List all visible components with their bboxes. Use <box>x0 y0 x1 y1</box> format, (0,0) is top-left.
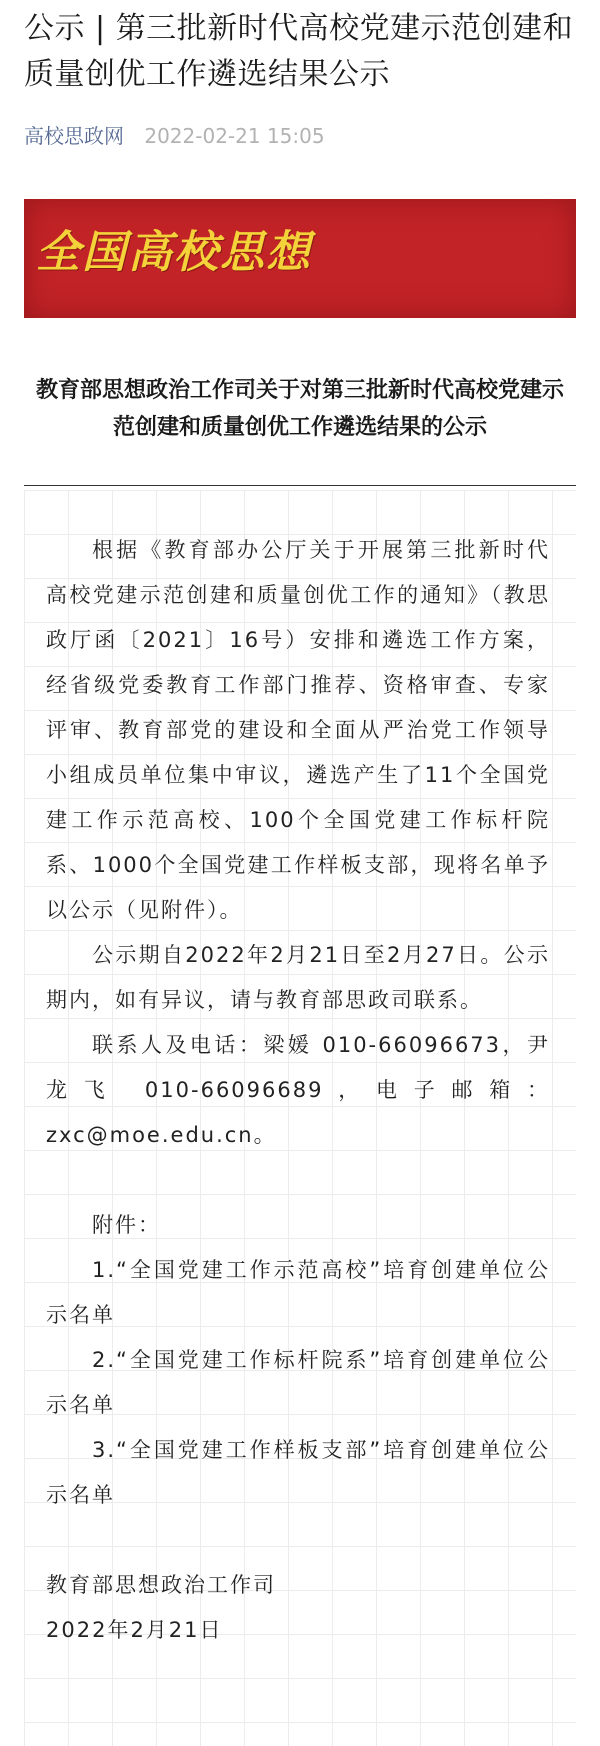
document-body <box>46 528 550 1653</box>
publish-time: 2022-02-21 15:05 <box>144 124 325 148</box>
signature-date: 2022年2月21日 <box>46 1618 223 1642</box>
signature-org: 教育部思想政治工作司 <box>46 1573 276 1597</box>
attachment-item: 1.“全国党建工作示范高校”培育创建单位公示名单 <box>46 1258 550 1327</box>
spacer <box>46 1518 550 1563</box>
article-meta <box>24 122 325 150</box>
document-title: 教育部思想政治工作司关于对第三批新时代高校党建示范创建和质量创优工作遴选结果的公示 <box>36 378 565 440</box>
banner-logo-text: 全国高校思想 <box>36 227 312 278</box>
spacer <box>46 1158 550 1203</box>
attachments-label: 附件： <box>92 1213 161 1237</box>
source-link[interactable]: 高校思政网 <box>24 124 124 148</box>
article-title: 公示 | 第三批新时代高校党建示范创建和质量创优工作遴选结果公示 <box>24 11 574 92</box>
attachment-item: 2.“全国党建工作标杆院系”培育创建单位公示名单 <box>46 1348 550 1417</box>
paragraph-basis: 根据《教育部办公厅关于开展第三批新时代高校党建示范创建和质量创优工作的通知》（教思政厅函〔2021〕16号）安排和遴选工作方案，经省级党委教育工作部门推荐、资格审查、专家评审、教育部党的建设和全面从严治党工作领导小组成员单位集中审议，遴选产生了11个全国党建工作示范高校、100个全国党建工作标杆院系、1000个全国党建工作样板支部，现将名单予以公示（见附件）。 <box>46 538 550 922</box>
attachment-item: 3.“全国党建工作样板支部”培育创建单位公示名单 <box>46 1438 550 1507</box>
title-divider <box>24 485 576 486</box>
paragraph-contact: 联系人及电话：梁媛 010-66096673，尹龙飞 010-66096689，电子邮箱：zxc@moe.edu.cn。 <box>46 1033 550 1147</box>
paragraph-period: 公示期自2022年2月21日至2月27日。公示期内，如有异议，请与教育部思政司联系。 <box>46 943 550 1012</box>
header-banner-image <box>24 199 576 318</box>
